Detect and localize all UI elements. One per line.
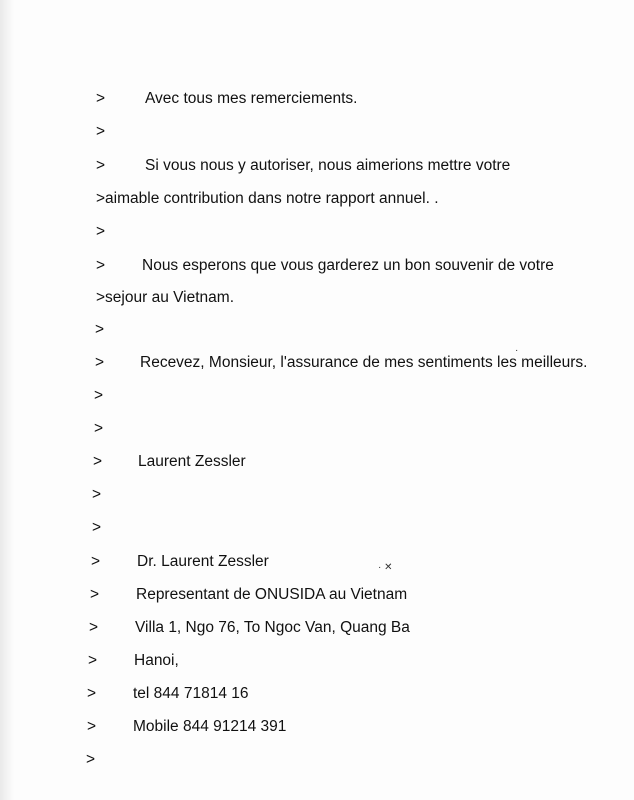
quote-marker: > [89, 619, 99, 636]
souvenir-text: Nous esperons que vous garderez un bon souvenir de votre [142, 257, 554, 274]
city-text: Hanoi, [134, 652, 179, 669]
quote-marker: > [86, 751, 96, 768]
sejour-text: >sejour au Vietnam. [96, 289, 235, 306]
scan-speck: · ✕ [378, 562, 393, 573]
quote-marker: > [87, 718, 97, 735]
contribution-text: >aimable contribution dans notre rapport annuel. . [96, 190, 439, 207]
salutation-text: Recevez, Monsieur, l'assurance de mes sentiments les meilleurs. [140, 354, 588, 371]
quote-marker: > [95, 354, 105, 371]
quote-marker: > [94, 420, 104, 437]
quote-marker: > [95, 321, 105, 338]
quote-marker: > [92, 519, 102, 536]
authorization-text: Si vous nous y autoriser, nous aimerions mettre votre [145, 157, 511, 174]
quote-marker: > [96, 90, 106, 107]
quote-marker: > [96, 123, 106, 140]
dr-name-text: Dr. Laurent Zessler [137, 553, 269, 570]
signature-name-text: Laurent Zessler [138, 453, 246, 470]
address-text: Villa 1, Ngo 76, To Ngoc Van, Quang Ba [135, 619, 410, 636]
quote-marker: > [96, 223, 106, 240]
scan-edge-shadow [0, 0, 14, 800]
quote-marker: > [96, 157, 106, 174]
quote-marker: > [90, 586, 100, 603]
quote-marker: > [88, 652, 98, 669]
quote-marker: > [93, 453, 103, 470]
closing-thanks-text: Avec tous mes remerciements. [145, 90, 358, 107]
quote-marker: > [87, 685, 97, 702]
title-text: Representant de ONUSIDA au Vietnam [136, 586, 408, 603]
quote-marker: > [94, 387, 104, 404]
tel-text: tel 844 71814 16 [133, 685, 249, 702]
quote-marker: > [96, 257, 106, 274]
scan-speck: · [515, 345, 519, 356]
quote-marker: > [92, 486, 102, 503]
mobile-text: Mobile 844 91214 391 [133, 718, 287, 735]
quote-marker: > [91, 553, 101, 570]
